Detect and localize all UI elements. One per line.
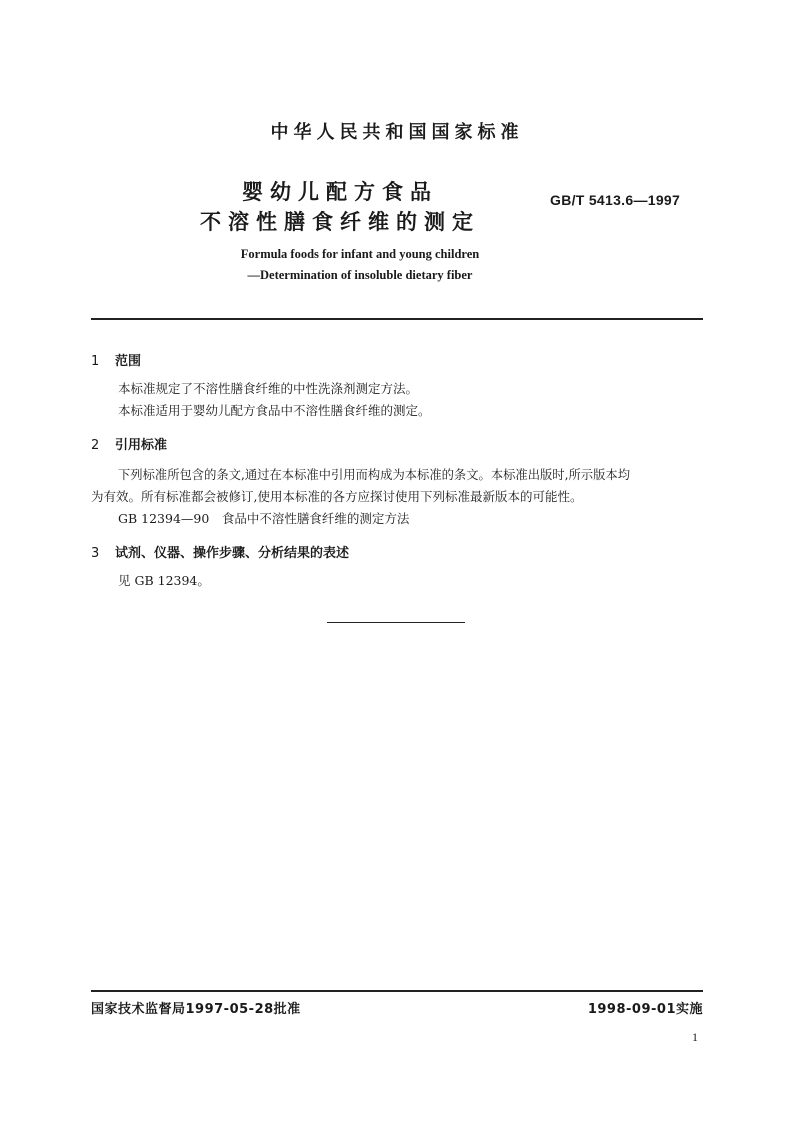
english-title-line-2: —Determination of insoluble dietary fiber — [247, 268, 473, 282]
section-title: 范围 — [115, 354, 142, 369]
section-heading-references — [91, 434, 167, 453]
footer-divider — [91, 990, 703, 992]
page-number: 1 — [692, 1030, 698, 1044]
standard-code: GB/T 5413.6—1997 — [550, 192, 681, 208]
section-number: 3 — [91, 546, 100, 561]
end-of-text-rule — [327, 622, 465, 623]
section-number: 2 — [91, 438, 100, 453]
document-title-line-2: 不溶性膳食纤维的测定 — [200, 210, 480, 234]
paragraph: 本标准规定了不溶性膳食纤维的中性洗涤剂测定方法。 — [118, 381, 419, 396]
approval-date: 国家技术监督局1997-05-28批准 — [91, 1002, 301, 1017]
paragraph: 为有效。所有标准都会被修订,使用本标准的各方应探讨使用下列标准最新版本的可能性。 — [91, 489, 583, 504]
section-title: 试剂、仪器、操作步骤、分析结果的表述 — [115, 546, 350, 561]
section-title: 引用标准 — [115, 438, 168, 453]
english-title-line-1: Formula foods for infant and young children — [240, 247, 480, 261]
document-title-line-1: 婴幼儿配方食品 — [242, 180, 438, 204]
section-heading-methods — [91, 542, 349, 561]
section-number: 1 — [91, 354, 100, 369]
reference-entry: GB 12394—90 食品中不溶性膳食纤维的测定方法 — [118, 511, 410, 526]
implementation-date: 1998-09-01实施 — [587, 1002, 703, 1017]
paragraph: 下列标准所包含的条文,通过在本标准中引用而构成为本标准的条文。本标准出版时,所示版本均 — [118, 468, 630, 482]
paragraph: 本标准适用于婴幼儿配方食品中不溶性膳食纤维的测定。 — [118, 403, 431, 418]
paragraph: 见 GB 12394。 — [118, 573, 210, 588]
header-divider — [91, 318, 703, 320]
section-heading-scope — [91, 350, 141, 369]
standard-organization-heading: 中华人民共和国国家标准 — [270, 122, 524, 143]
